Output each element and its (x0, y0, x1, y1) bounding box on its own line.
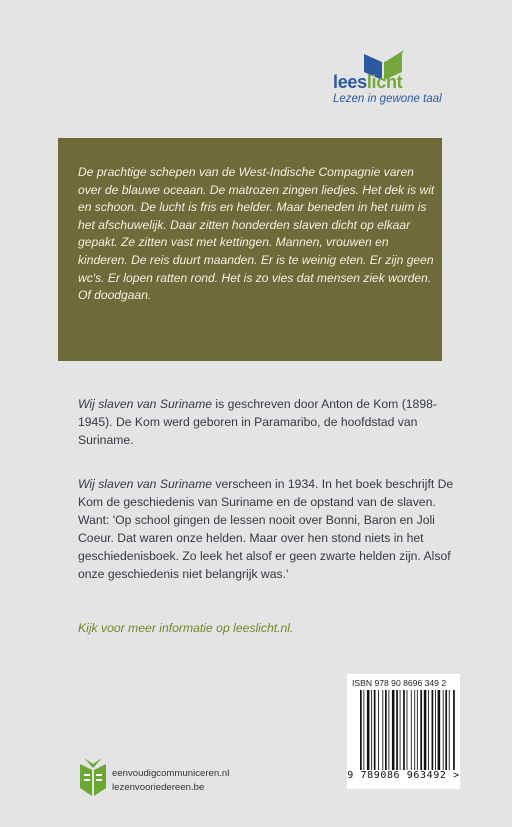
isbn-label: ISBN 978 90 8696 349 2 (352, 678, 447, 688)
publisher-link-2[interactable]: lezenvooriedereen.be (112, 782, 205, 793)
more-info-link[interactable]: Kijk voor meer informatie op leeslicht.nl. (78, 621, 294, 635)
about-paragraph-content: Wij slaven van Suriname verscheen in 1934. In het boek beschrijft De Kom de geschiedenis van Suriname en de opstand van de slaven. Want: 'Op school gingen de lessen nooit over Bonni, Baron en Joli Coeur. Dat waren onze helden. Maar over hen stond niets in het geschiedenisboek. Zo leek het alsof er geen zwarte helden zijn. Alsof onze geschiedenis niet belangrijk was.' (78, 477, 454, 581)
book-title: Wij slaven van Suriname (78, 397, 213, 411)
blurb-text: De prachtige schepen van de West-Indische Compagnie varen over de blauwe oceaan. De matrozen zingen liedjes. Het dek is wit en schoon. De lucht is fris en helder. Maar beneden in het ruim is het afschuwelijk. Daar zitten honderden slaven dicht op elkaar gepakt. Ze zitten vast met kettingen. Mannen, vrouwen en kinderen. De reis duurt maanden. Er is te weinig eten. Er zijn geen wc's. Er lopen ratten rond. Het is zo vies dat mensen ziek worden. Of doodgaan. (78, 165, 435, 303)
publisher-block (78, 752, 278, 802)
book-title: Wij slaven van Suriname (78, 477, 213, 491)
about-paragraph-author: Wij slaven van Suriname is geschreven door Anton de Kom (1898-1945). De Kom werd geboren in Paramaribo, de hoofdstad van Suriname. (78, 397, 437, 447)
barcode-digits: 9 789086 963492 > (347, 770, 460, 781)
publisher-logo-icon (78, 756, 108, 798)
logo-tagline: Lezen in gewone taal (333, 93, 442, 105)
barcode (359, 690, 456, 770)
logo-wordmark: leeslicht (333, 72, 403, 92)
isbn-barcode-box (347, 674, 460, 789)
leeslicht-logo (333, 50, 473, 110)
publisher-link-1[interactable]: eenvoudigcommuniceren.nl (112, 768, 230, 779)
